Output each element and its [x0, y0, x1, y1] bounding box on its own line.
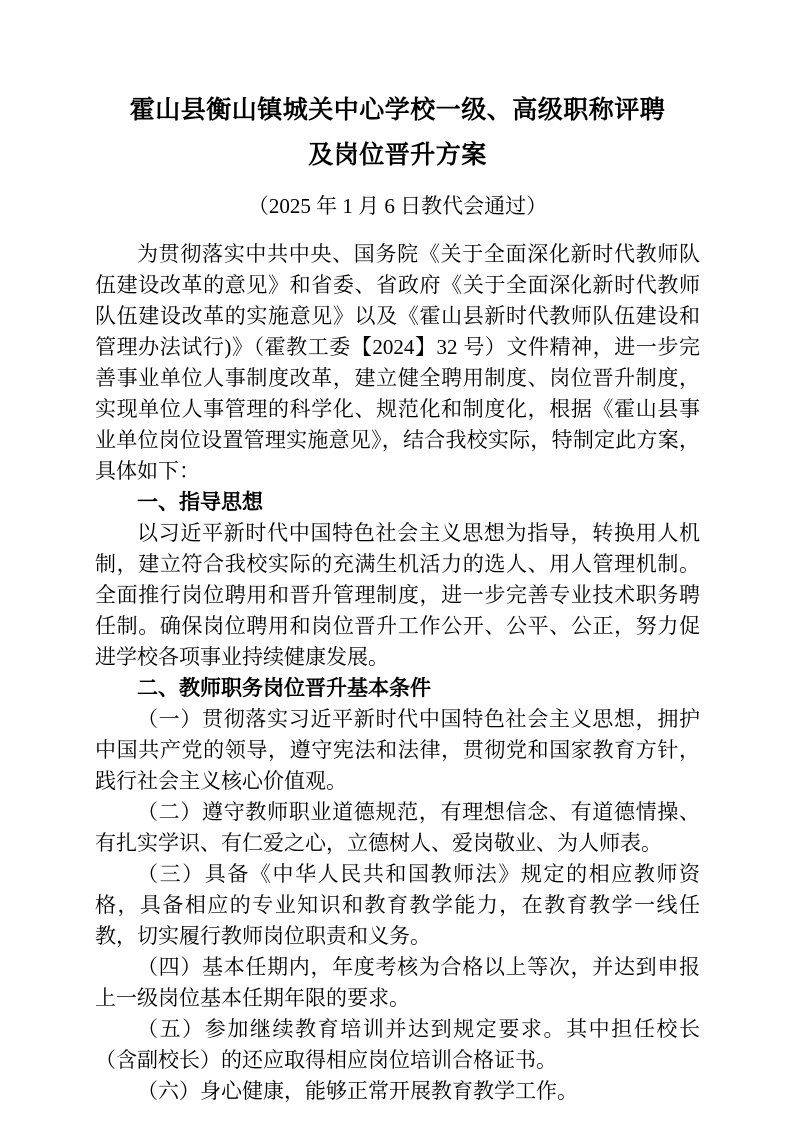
section-2-paragraph-1: （一）贯彻落实习近平新时代中国特色社会主义思想，拥护中国共产党的领导，遵守宪法和法律，贯彻党和国家教育方针，践行社会主义核心价值观。 [95, 707, 700, 793]
document-title [95, 88, 700, 178]
section-2-paragraph-2: （二）遵守教师职业道德规范，有理想信念、有道德情操、有扎实学识、有仁爱之心，立德树人、爱岗敬业、为人师表。 [95, 800, 700, 855]
document-body [95, 239, 700, 1107]
section-2-paragraph-3: （三）具备《中华人民共和国教师法》规定的相应教师资格，具备相应的专业知识和教育教学能力，在教育教学一线任教，切实履行教师岗位职责和义务。 [95, 862, 700, 948]
section-2-paragraph-4: （四）基本任期内，年度考核为合格以上等次，并达到申报上一级岗位基本任期年限的要求。 [95, 955, 700, 1010]
document-title-line-2: 及岗位晋升方案 [308, 142, 487, 169]
section-heading-1: 一、指导思想 [137, 491, 263, 514]
intro-paragraph: 为贯彻落实中共中央、国务院《关于全面深化新时代教师队伍建设改革的意见》和省委、省政府《关于全面深化新时代教师队伍建设改革的实施意见》以及《霍山县新时代教师队伍建设和管理办法试行)》（霍教工委【2024】32 号）文件精神，进一步完善事业单位人事制度改革，建立健全聘用制度、岗位晋升制度，实现单位人事管理的科学化、规范化和制度化，根据《霍山县事业单位岗位设置管理实施意见》，结合我校实际，特制定此方案，具体如下： [95, 242, 700, 483]
section-heading-2: 二、教师职务岗位晋升基本条件 [137, 677, 431, 700]
document-subtitle: （2025 年 1 月 6 日教代会通过） [247, 194, 548, 218]
section-2-paragraph-5: （五）参加继续教育培训并达到规定要求。其中担任校长（含副校长）的还应取得相应岗位培训合格证书。 [95, 1017, 700, 1072]
section-2-paragraph-6: （六）身心健康，能够正常开展教育教学工作。 [137, 1079, 578, 1103]
section-1-paragraph-1: 以习近平新时代中国特色社会主义思想为指导，转换用人机制，建立符合我校实际的充满生机活力的选人、用人管理机制。全面推行岗位聘用和晋升管理制度，进一步完善专业技术职务聘任制。确保岗位聘用和岗位晋升工作公开、公平、公正，努力促进学校各项事业持续健康发展。 [95, 521, 700, 669]
document-title-line-1: 霍山县衡山镇城关中心学校一级、高级职称评聘 [129, 97, 666, 124]
